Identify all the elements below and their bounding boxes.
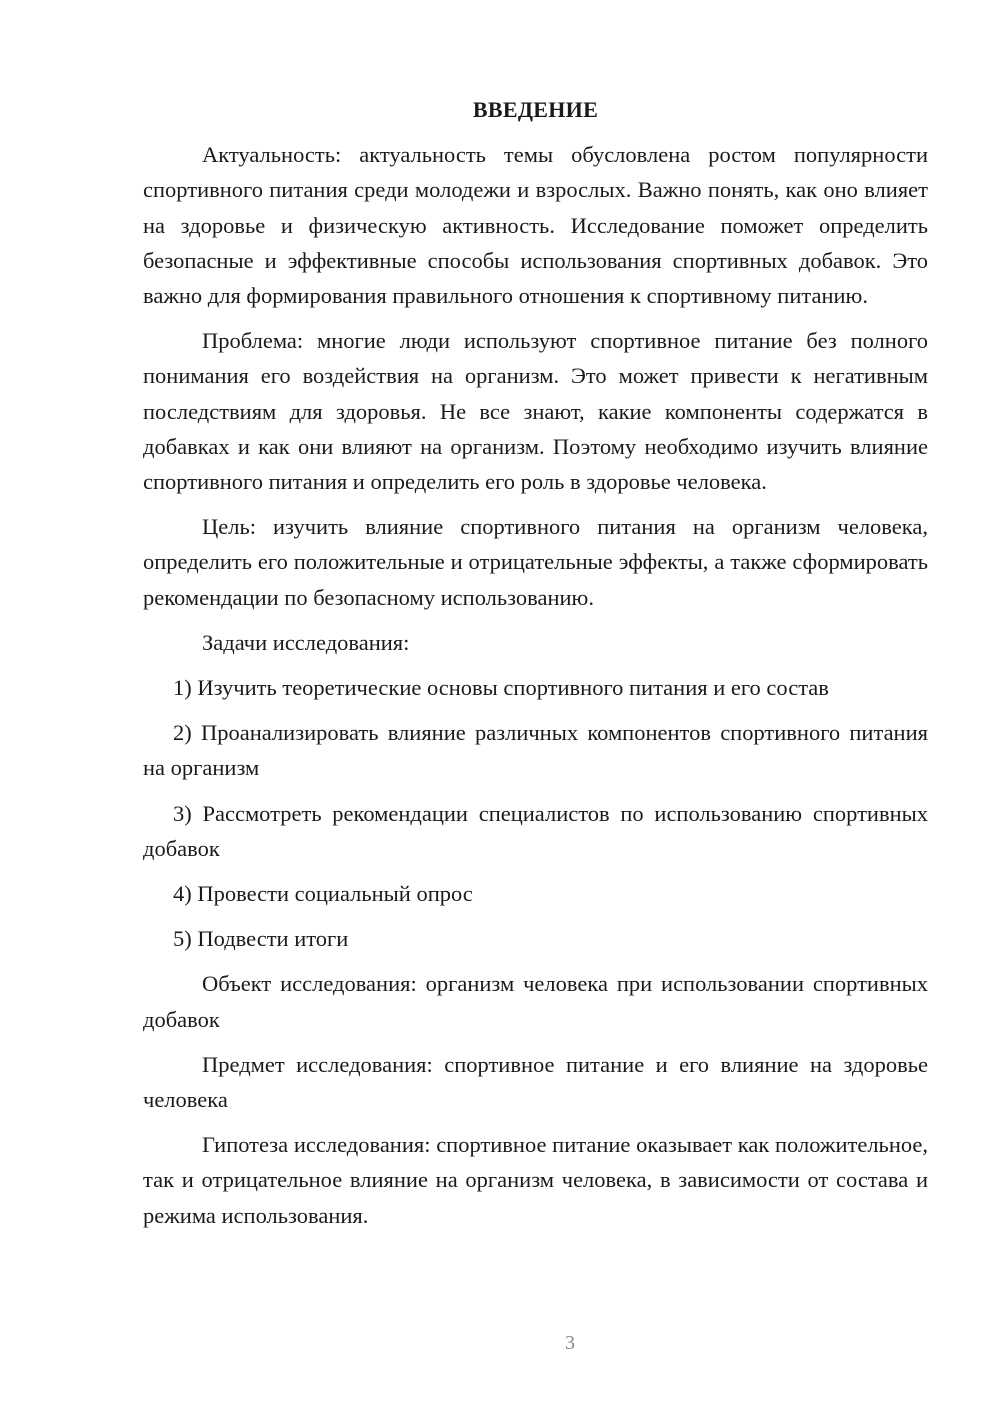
task-item: 1) Изучить теоретические основы спортивного питания и его состав	[173, 675, 829, 701]
paragraph-subject: Предмет исследования: спортивное питание и его влияние на здоровье человека	[143, 1051, 928, 1113]
paragraph-problem: Проблема: многие люди используют спортивное питание без полного понимания его воздействия на организм. Это может привести к негативным последствиям для здоровья. Не все знают, какие компоненты содержатся в добавках и как они влияют на организм. Поэтому необходимо изучить влияние спортивного питания и определить его роль в здоровье человека.	[143, 328, 928, 495]
paragraph-object: Объект исследования: организм человека при использовании спортивных добавок	[143, 971, 928, 1032]
task-item: 4) Провести социальный опрос	[173, 881, 473, 907]
paragraph-goal: Цель: изучить влияние спортивного питания на организм человека, определить его положительные и отрицательные эффекты, а также сформировать рекомендации по безопасному использованию.	[143, 514, 928, 610]
tasks-list	[143, 670, 928, 956]
page-number-container	[70, 1332, 1000, 1355]
tasks-heading: Задачи исследования:	[202, 629, 410, 655]
page-number: 3	[565, 1332, 575, 1354]
paragraph-hypothesis: Гипотеза исследования: спортивное питание оказывает как положительное, так и отрицательное влияние на организм человека, в зависимости от состава и режима использования.	[143, 1132, 928, 1228]
task-item: 2) Проанализировать влияние различных компонентов спортивного питания на организм	[143, 720, 928, 781]
task-item: 5) Подвести итоги	[173, 926, 349, 952]
task-item: 3) Рассмотреть рекомендации специалистов по использованию спортивных добавок	[143, 800, 928, 861]
document-page	[143, 92, 928, 1243]
section-title: ВВЕДЕНИЕ	[472, 97, 599, 122]
paragraph-relevance: Актуальность: актуальность темы обусловлена ростом популярности спортивного питания среди молодежи и взрослых. Важно понять, как оно влияет на здоровье и физическую активность. Исследование поможет определить безопасные и эффективные способы использования спортивных добавок. Это важно для формирования правильного отношения к спортивному питанию.	[143, 142, 928, 309]
